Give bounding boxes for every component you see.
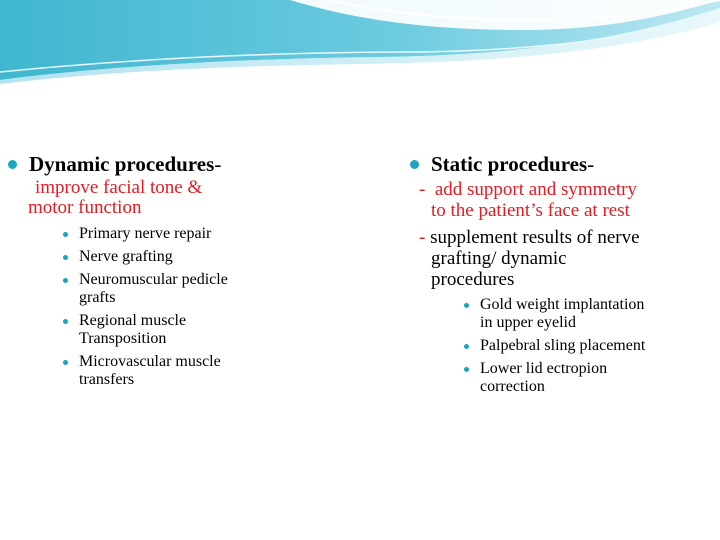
bullet-dot-icon bbox=[63, 278, 68, 283]
list-item: Primary nerve repair bbox=[59, 225, 348, 243]
static-procedures-list bbox=[460, 296, 715, 396]
static-procedures-heading bbox=[410, 152, 715, 176]
static-description-1-cont: to the patient’s face at rest bbox=[431, 200, 630, 221]
header-wave-decoration bbox=[0, 0, 720, 90]
bullet-dot-icon bbox=[464, 344, 469, 349]
bullet-dot-icon bbox=[464, 367, 469, 372]
desc-line: motor function bbox=[28, 197, 142, 218]
list-item: Regional muscle Transposition bbox=[59, 312, 348, 348]
dash: - bbox=[419, 179, 426, 200]
static-description-1: - add support and symmetry bbox=[419, 179, 637, 200]
heading-text: Static procedures bbox=[431, 152, 588, 176]
static-description-2-cont: grafting/ dynamic bbox=[431, 248, 567, 269]
static-description-2: - supplement results of nerve bbox=[419, 227, 640, 248]
list-item: Neuromuscular pedicle grafts bbox=[59, 271, 348, 307]
list-item: Lower lid ectropion correction bbox=[460, 360, 715, 396]
bullet-dot-icon bbox=[63, 319, 68, 324]
static-description-2-cont: procedures bbox=[431, 269, 515, 290]
bullet-dot-icon bbox=[63, 255, 68, 260]
dynamic-description bbox=[28, 178, 348, 218]
bullet-dot-icon bbox=[464, 303, 469, 308]
list-item: Gold weight implantation in upper eyelid bbox=[460, 296, 715, 332]
bullet-dot-icon bbox=[63, 232, 68, 237]
heading-text: Dynamic procedures bbox=[29, 152, 215, 176]
left-column bbox=[8, 152, 348, 394]
bullet-dot-icon bbox=[410, 160, 419, 169]
right-column bbox=[410, 152, 715, 401]
heading-dash: - bbox=[214, 152, 222, 176]
heading-dash: - bbox=[587, 152, 595, 176]
list-item: Microvascular muscle transfers bbox=[59, 353, 348, 389]
list-item: Palpebral sling placement bbox=[460, 337, 715, 355]
dynamic-procedures-list bbox=[59, 225, 348, 389]
dash: - bbox=[419, 227, 426, 248]
bullet-dot-icon bbox=[63, 360, 68, 365]
list-item: Nerve grafting bbox=[59, 248, 348, 266]
dynamic-procedures-heading bbox=[8, 152, 348, 176]
desc-line: improve facial tone & bbox=[35, 177, 203, 198]
bullet-dot-icon bbox=[8, 160, 17, 169]
